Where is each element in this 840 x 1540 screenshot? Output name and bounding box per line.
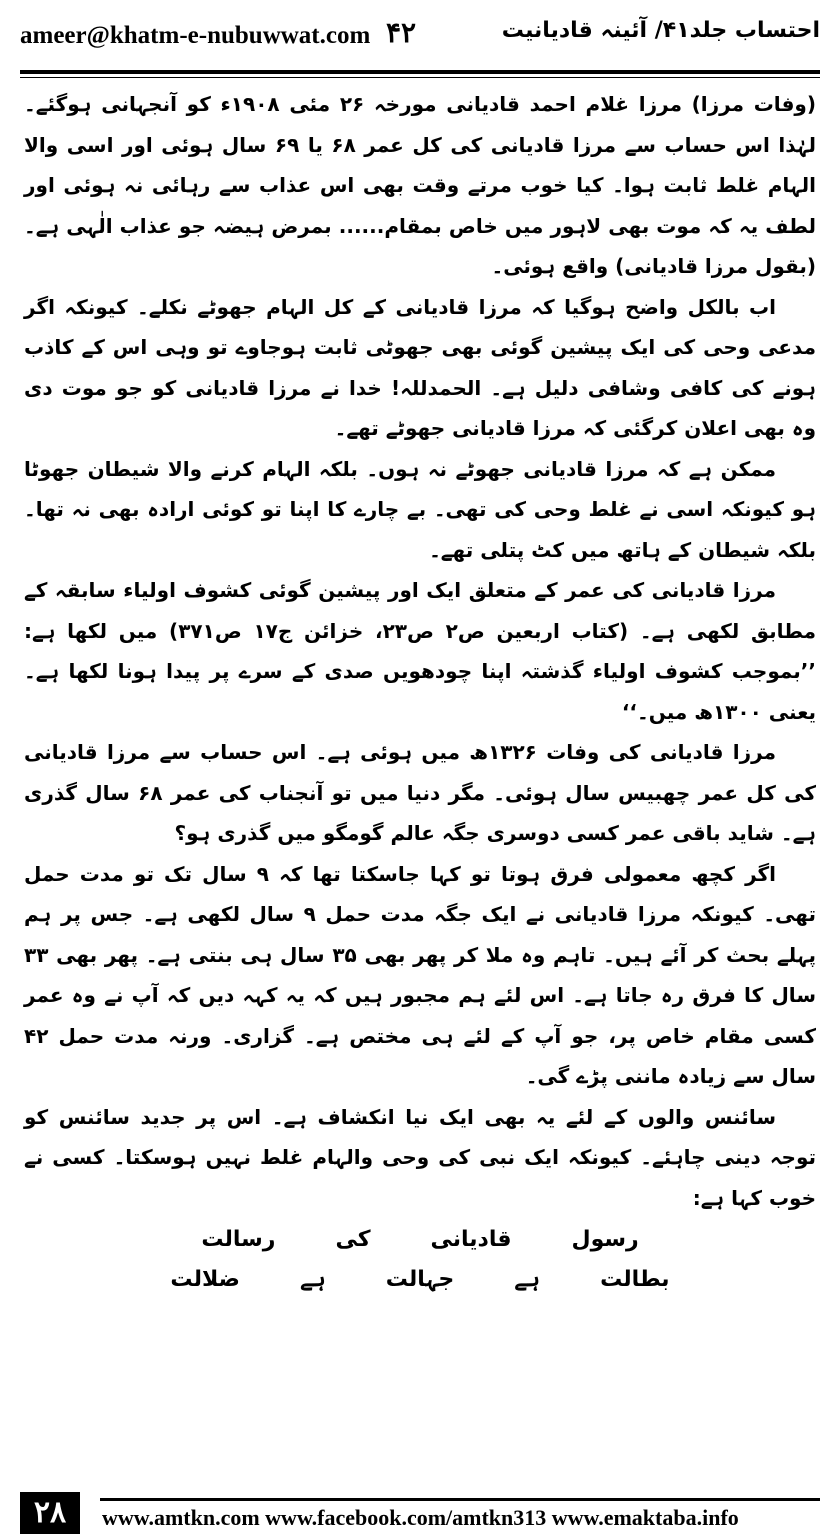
footer-links: www.amtkn.com www.facebook.com/amtkn313 www.emaktaba.info [102,1505,739,1530]
header-rule-thin [20,77,820,78]
book-title: احتساب جلد۴۱/ آئینہ قادیانیت [501,18,820,43]
page-number: ۴۲ [386,16,417,49]
paragraph: (وفات مرزا) مرزا غلام احمد قادیانی مورخہ ۲۶ مئی ۱۹۰۸ء کو آنجہانی ہوگئے۔ لہٰذا اس حساب سے مرزا قادیانی کی کل عمر ۶۸ یا ۶۹ سال ہوئی اور اسی والا الہام غلط ثابت ہوا۔ کیا خوب مرتے وقت بھی اس عذاب سے رہائی نہ ہوئی اور لطف یہ کہ موت بھی لاہور میں خاص بمقام...... بمرض ہیضہ جو عذاب الٰہی ہے۔ (بقول مرزا قادیانی) واقع ہوئی۔ [24,92,816,278]
page-footer [20,1492,820,1536]
poem-word: رسول [571,1227,639,1252]
poem-line-2 [24,1260,816,1300]
footer-rule [100,1498,820,1501]
poem-word: رسالت [201,1227,276,1252]
poem-word: ہے [299,1267,326,1292]
poem-line-1 [24,1220,816,1260]
header-email: ameer@khatm-e-nubuwwat.com [20,22,371,49]
folio-number: ۲۸ [20,1492,80,1534]
poem-word: قادیانی [430,1227,512,1252]
paragraph: ممکن ہے کہ مرزا قادیانی جھوٹے نہ ہوں۔ بلکہ الہام کرنے والا شیطان جھوٹا ہو کیونکہ اسی نے غلط وحی کی تھی۔ بے چارے کا اپنا تو کوئی ارادہ بھی نہ تھا۔ بلکہ شیطان کے ہاتھ میں کٹ پتلی تھے۔ [24,456,816,562]
paragraph: اگر کچھ معمولی فرق ہوتا تو کہا جاسکتا تھا کہ ۹ سال تک تو مدت حمل تھی۔ کیونکہ مرزا قادیانی نے ایک جگہ مدت حمل ۹ سال لکھی ہے۔ جس پر ہم پہلے بحث کر آئے ہیں۔ تاہم وہ ملا کر پھر بھی ۳۵ سال ہی بنتی ہے۔ پھر بھی ۳۳ سال کا فرق رہ جاتا ہے۔ اس لئے ہم مجبور ہیں کہ یہ کہہ دیں کہ آپ نے وہ عمر کسی مقام خاص پر، جو آپ کے لئے ہی مختص ہے۔ گزاری۔ ورنہ مدت حمل ۴۲ سال سے زیادہ ماننی پڑے گی۔ [24,861,816,1088]
poem-word: ہے [514,1267,541,1292]
paragraph: مرزا قادیانی کی وفات ۱۳۲۶ھ میں ہوئی ہے۔ اس حساب سے مرزا قادیانی کی کل عمر چھبیس سال ہوئی۔ مگر دنیا میں تو آنجناب کی عمر ۶۸ سال گذری ہے۔ شاید باقی عمر کسی دوسری جگہ عالم گومگو میں گذری ہو؟ [24,740,817,845]
paragraph: سائنس والوں کے لئے یہ بھی ایک نیا انکشاف ہے۔ اس پر جدید سائنس کو توجہ دینی چاہئے۔ کیونکہ ایک نبی کی وحی والہام غلط نہیں ہوسکتا۔ کسی نے خوب کہا ہے: [24,1104,816,1210]
poem-word: بطالت [600,1267,670,1292]
paragraph: اب بالکل واضح ہوگیا کہ مرزا قادیانی کے کل الہام جھوٹے نکلے۔ کیونکہ اگر مدعی وحی کی ایک پیشین گوئی بھی جھوٹی ثابت ہوجاوے تو وہی اس کے کاذب ہونے کی کافی وشافی دلیل ہے۔ الحمدللہ! خدا نے مرزا قادیانی کو جو موت دی وہ بھی اعلان کرگئی کہ مرزا قادیانی جھوٹے تھے۔ [24,294,816,440]
poem-word: جہالت [385,1267,455,1292]
poem-couplet [24,1220,816,1300]
poem-word: ضلالت [170,1267,240,1292]
page-header [20,6,820,72]
paragraph: مرزا قادیانی کی عمر کے متعلق ایک اور پیشین گوئی کشوف اولیاء سابقہ کے مطابق لکھی ہے۔ (کتاب اربعین ص۲ ص۲۳، خزائن ج۱۷ ص۳۷۱) میں لکھا ہے: ’’بموجب کشوف اولیاء گذشتہ اپنا چودھویں صدی کے سرے پر پیدا ہونا لکھا ہے۔ یعنی ۱۳۰۰ھ میں۔‘‘ [24,578,816,724]
poem-word: کی [335,1227,371,1252]
body-text [24,84,816,1300]
header-rule-thick [20,70,820,74]
